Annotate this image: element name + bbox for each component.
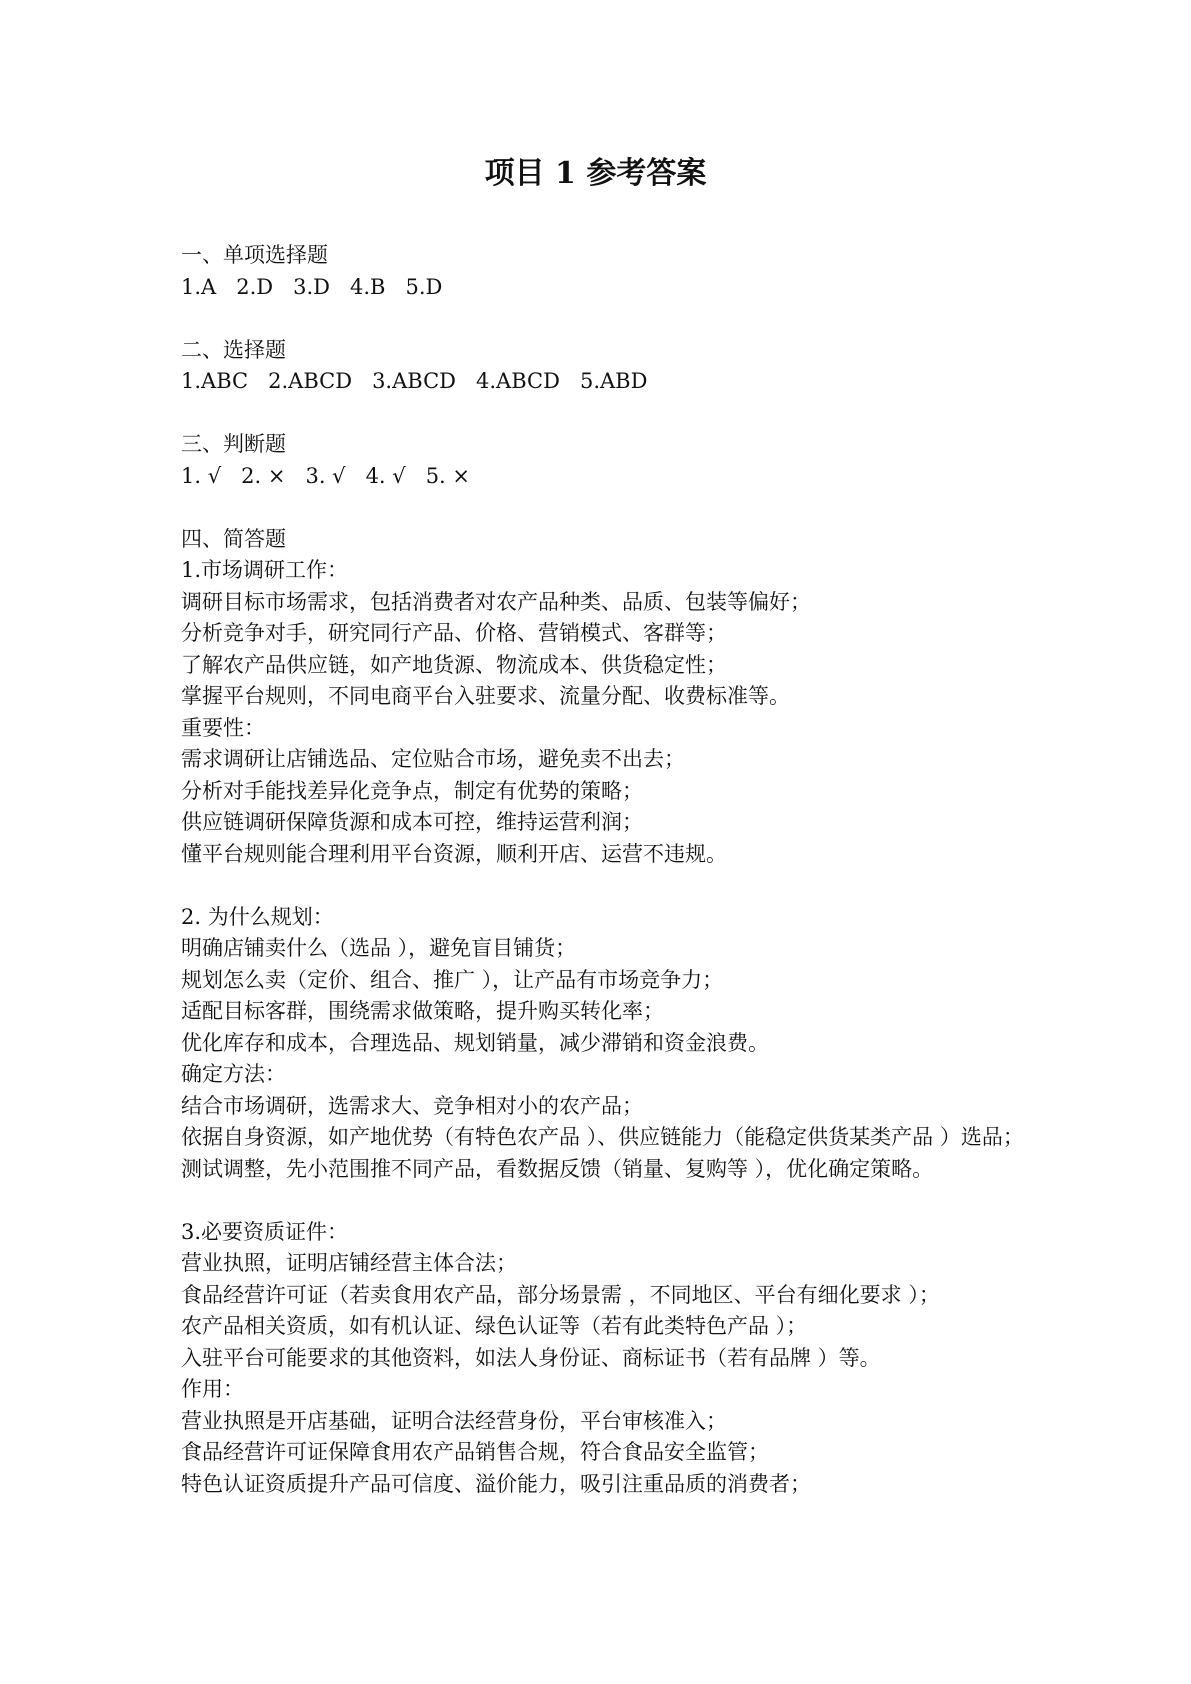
question-3-role-item: 营业执照是开店基础，证明合法经营身份，平台审核准入； [181,1408,727,1433]
question-3-doc-item: 入驻平台可能要求的其他资料，如法人身份证、商标证书（若有品牌 ）等。 [181,1345,881,1370]
question-2-method-heading: 确定方法： [181,1062,286,1086]
question-3-doc-item: 食品经营许可证（若卖食用农产品，部分场景需 ，不同地区、平台有细化要求 ）； [181,1282,940,1307]
question-1-importance-item: 懂平台规则能合理利用平台资源，顺利开店、运营不违规。 [181,841,727,866]
spacer [181,870,1031,902]
question-2-why-item: 适配目标客群，围绕需求做策略，提升购买转化率； [181,999,664,1023]
question-2-method-item: 测试调整，先小范围推不同产品，看数据反馈（销量、复购等 ），优化确定策略。 [181,1156,934,1181]
multiple-choice-answers: 1.ABC 2.ABCD 3.ABCD 4.ABCD 5.ABD [181,369,648,393]
question-1-importance-item: 供应链调研保障货源和成本可控，维持运营利润； [181,810,643,834]
question-3-role-heading: 作用： [181,1377,244,1401]
section-heading-single-choice: 一、单项选择题 [181,243,328,267]
spacer [181,1185,1031,1217]
question-1-work-item: 调研目标市场需求，包括消费者对农产品种类、品质、包装等偏好； [181,589,811,614]
single-choice-answers: 1.A 2.D 3.D 4.B 5.D [181,274,443,299]
question-1-heading: 1.市场调研工作： [181,558,349,582]
question-2-method-item: 结合市场调研，选需求大、竞争相对小的农产品； [181,1093,643,1118]
question-1-work-item: 了解农产品供应链，如产地货源、物流成本、供货稳定性； [181,652,727,677]
document-body [181,240,1031,1500]
question-3-doc-item: 农产品相关资质，如有机认证、绿色认证等（若有此类特色产品 ）； [181,1314,808,1338]
question-3-doc-item: 营业执照，证明店铺经营主体合法； [181,1251,517,1275]
question-1-importance-item: 需求调研让店铺选品、定位贴合市场，避免卖不出去； [181,747,685,771]
true-false-answers: 1. √ 2. × 3. √ 4. √ 5. × [181,463,470,488]
section-heading-short-answer: 四、简答题 [181,526,286,551]
spacer [181,492,1031,524]
question-1-work-item: 掌握平台规则，不同电商平台入驻要求、流量分配、收费标准等。 [181,684,790,708]
question-1-importance-item: 分析对手能找差异化竞争点，制定有优势的策略； [181,778,643,803]
spacer [181,303,1031,335]
question-1-importance-heading: 重要性： [181,715,265,740]
question-2-why-item: 明确店铺卖什么（选品 ），避免盲目铺货； [181,936,577,960]
question-2-why-item: 规划怎么卖（定价、组合、推广 ），让产品有市场竞争力； [181,967,724,992]
question-2-heading: 2. 为什么规划： [181,904,334,929]
section-heading-multiple-choice: 二、选择题 [181,337,286,362]
question-2-method-item: 依据自身资源，如产地优势（有特色农产品 ）、供应链能力（能稳定供货某类产品 ）选品； [181,1125,1024,1149]
question-3-role-item: 特色认证资质提升产品可信度、溢价能力，吸引注重品质的消费者； [181,1471,811,1496]
question-3-heading: 3.必要资质证件： [181,1219,349,1244]
spacer [181,398,1031,430]
question-3-role-item: 食品经营许可证保障食用农产品销售合规，符合食品安全监管； [181,1440,769,1464]
section-heading-true-false: 三、判断题 [181,432,286,456]
question-1-work-item: 分析竞争对手，研究同行产品、价格、营销模式、客群等； [181,621,727,645]
page-title: 项目 1 参考答案 [484,156,707,191]
question-2-why-item: 优化库存和成本，合理选品、规划销量，减少滞销和资金浪费。 [181,1030,769,1055]
